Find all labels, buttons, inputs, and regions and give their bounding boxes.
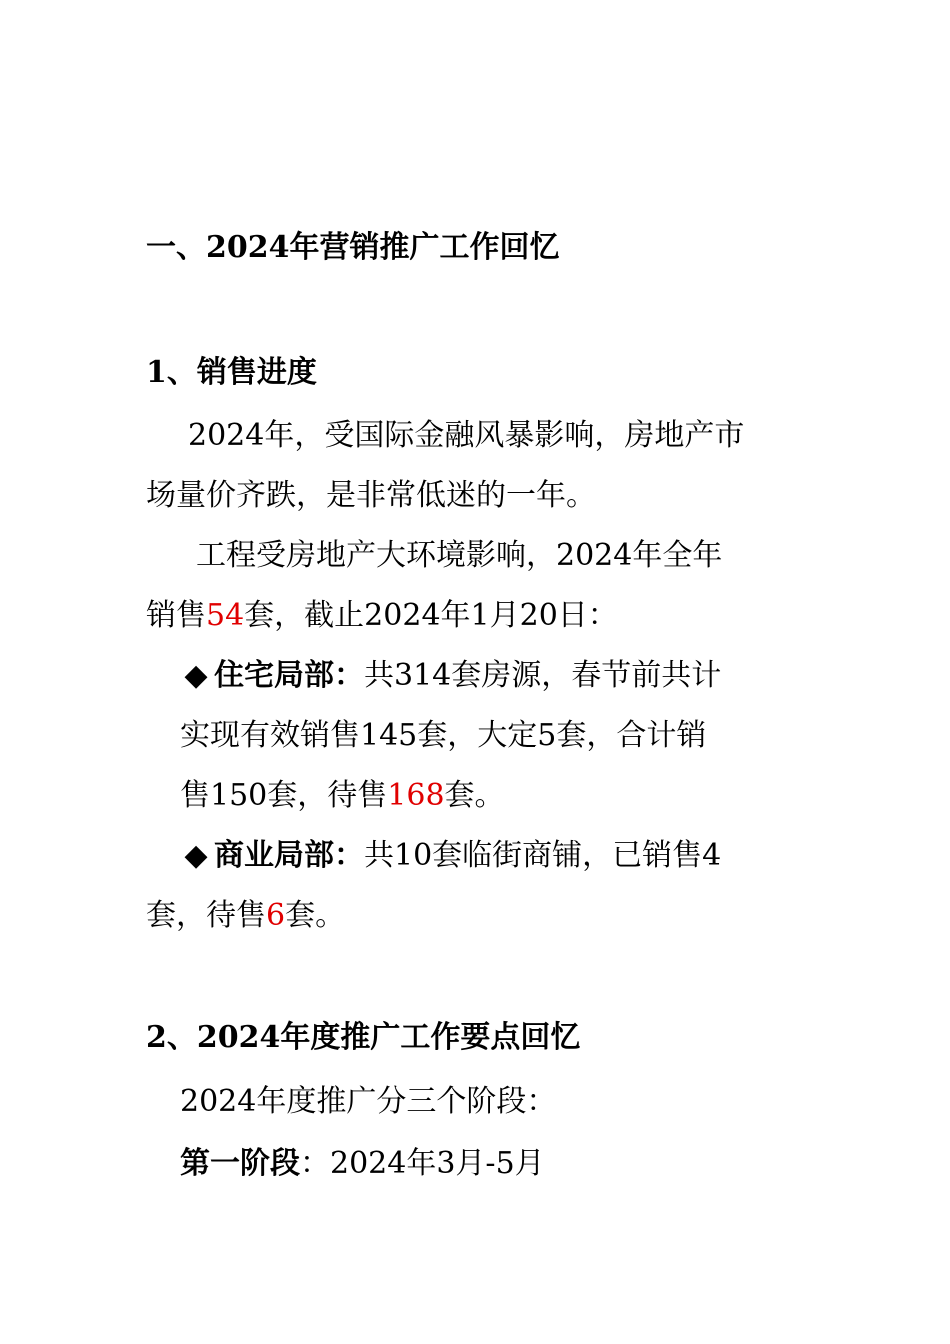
- stage1-line: [180, 1144, 545, 1184]
- section1-para2-line1: 工程受房地产大环境影响，2024年全年: [196, 538, 723, 573]
- commercial-text: 共10套临街商铺，已销售4: [364, 838, 722, 873]
- diamond-bullet-icon: ◆: [184, 658, 208, 693]
- sales-suffix: 套，截止2024年1月20日：: [244, 598, 618, 633]
- commercial-label: 商业局部：: [214, 838, 364, 873]
- residential-line1: [178, 656, 721, 696]
- commercial-line2: [146, 896, 345, 936]
- residential-remaining-count: 168: [387, 778, 445, 813]
- section1-para1-line1: 2024年，受国际金融风暴影响，房地产市: [188, 418, 745, 453]
- residential-line3: [180, 776, 505, 816]
- section2-intro: 2024年度推广分三个阶段：: [180, 1084, 557, 1119]
- stage1-label: 第一阶段: [180, 1146, 300, 1181]
- residential-line3-prefix: 售150套，待售: [180, 778, 388, 813]
- section2-title: 2、2024年度推广工作要点回忆: [146, 1020, 581, 1055]
- sales-label: 销售: [146, 598, 206, 633]
- annual-sales-count: 54: [206, 598, 245, 633]
- section1-para2-line2: [146, 596, 618, 636]
- residential-label: 住宅局部：: [214, 658, 364, 693]
- residential-line3-suffix: 套。: [444, 778, 505, 813]
- commercial-line2-prefix: 套，待售: [146, 898, 266, 933]
- stage1-text: ：2024年3月-5月: [300, 1146, 545, 1181]
- section1-title: 1、销售进度: [146, 355, 317, 390]
- section1-para1-line2: 场量价齐跌，是非常低迷的一年。: [146, 478, 596, 513]
- commercial-line1: [178, 836, 721, 876]
- document-heading: 一、2024年营销推广工作回忆: [146, 230, 560, 265]
- diamond-bullet-icon: ◆: [184, 838, 208, 873]
- commercial-remaining-count: 6: [266, 898, 286, 933]
- residential-line2: 实现有效销售145套，大定5套，合计销: [180, 718, 707, 753]
- commercial-line2-suffix: 套。: [285, 898, 346, 933]
- residential-text: 共314套房源，春节前共计: [364, 658, 722, 693]
